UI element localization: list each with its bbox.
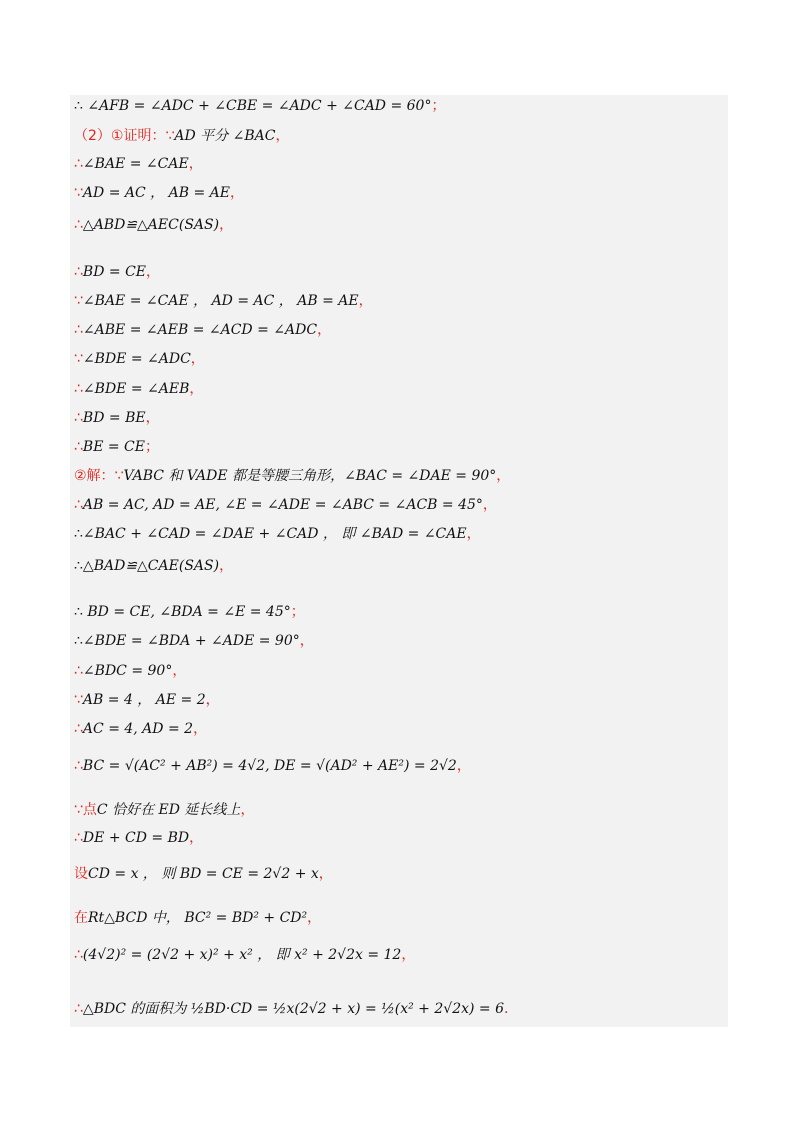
solution-line: ∴ ∠AFB = ∠ADC + ∠CBE = ∠ADC + ∠CAD = 60°； (74, 98, 446, 114)
solution-line: ∴BE = CE； (74, 439, 159, 455)
solution-line: ∴∠BDE = ∠AEB， (74, 381, 204, 397)
solution-line: ∴∠BAE = ∠CAE， (74, 156, 203, 172)
solution-line: ∴(4√2)² = (2√2 + x)² + x² ， 即 x² + 2√2x = 12， (74, 947, 416, 963)
solution-line: 设CD = x ， 则 BD = CE = 2√2 + x， (74, 866, 333, 882)
solution-line: ∴∠ABE = ∠AEB = ∠ACD = ∠ADC， (74, 322, 332, 338)
solution-line: ∴△ABD≌△AEC(SAS)， (74, 217, 234, 233)
solution-line: ∴BC = √(AC² + AB²) = 4√2, DE = √(AD² + AE²) = 2√2， (74, 758, 471, 774)
solution-line: ∴BD = CE， (74, 264, 160, 280)
solution-line: ∴∠BDC = 90°， (74, 663, 187, 679)
solution-line: ∴AC = 4, AD = 2， (74, 721, 208, 737)
solution-line: ∵∠BDE = ∠ADC， (74, 351, 205, 367)
solution-line: ②解：∵VABC 和 VADE 都是等腰三角形，∠BAC = ∠DAE = 90°， (74, 468, 511, 484)
solution-line: ∴∠BDE = ∠BDA + ∠ADE = 90°， (74, 633, 314, 649)
solution-line: 在Rt△BCD 中， BC² = BD² + CD²， (74, 910, 322, 926)
solution-line: ∴ BD = CE, ∠BDA = ∠E = 45°； (74, 604, 305, 620)
solution-line: ∴DE + CD = BD， (74, 830, 204, 846)
solution-line: ∵∠BAE = ∠CAE ， AD = AC ， AB = AE， (74, 293, 373, 309)
solution-line: ∵AD = AC ， AB = AE， (74, 185, 244, 201)
solution-line: ∵点C 恰好在 ED 延长线上， (74, 802, 255, 818)
solution-line: ∴△BAD≌△CAE(SAS)， (74, 558, 234, 574)
solution-line: ∴AB = AC, AD = AE, ∠E = ∠ADE = ∠ABC = ∠ACB = 45°， (74, 497, 497, 513)
solution-line: ∴∠BAC + ∠CAD = ∠DAE + ∠CAD ， 即 ∠BAD = ∠CAE， (74, 526, 481, 542)
solution-line: ∴BD = BE， (74, 410, 160, 426)
solution-line: ∵AB = 4 ， AE = 2， (74, 692, 220, 708)
solution-line: ∴△BDC 的面积为 ½BD·CD = ½x(2√2 + x) = ½(x² + 2√2x) = 6. (74, 1001, 509, 1017)
solution-line: （2）①证明：∵AD 平分 ∠BAC， (74, 128, 290, 144)
